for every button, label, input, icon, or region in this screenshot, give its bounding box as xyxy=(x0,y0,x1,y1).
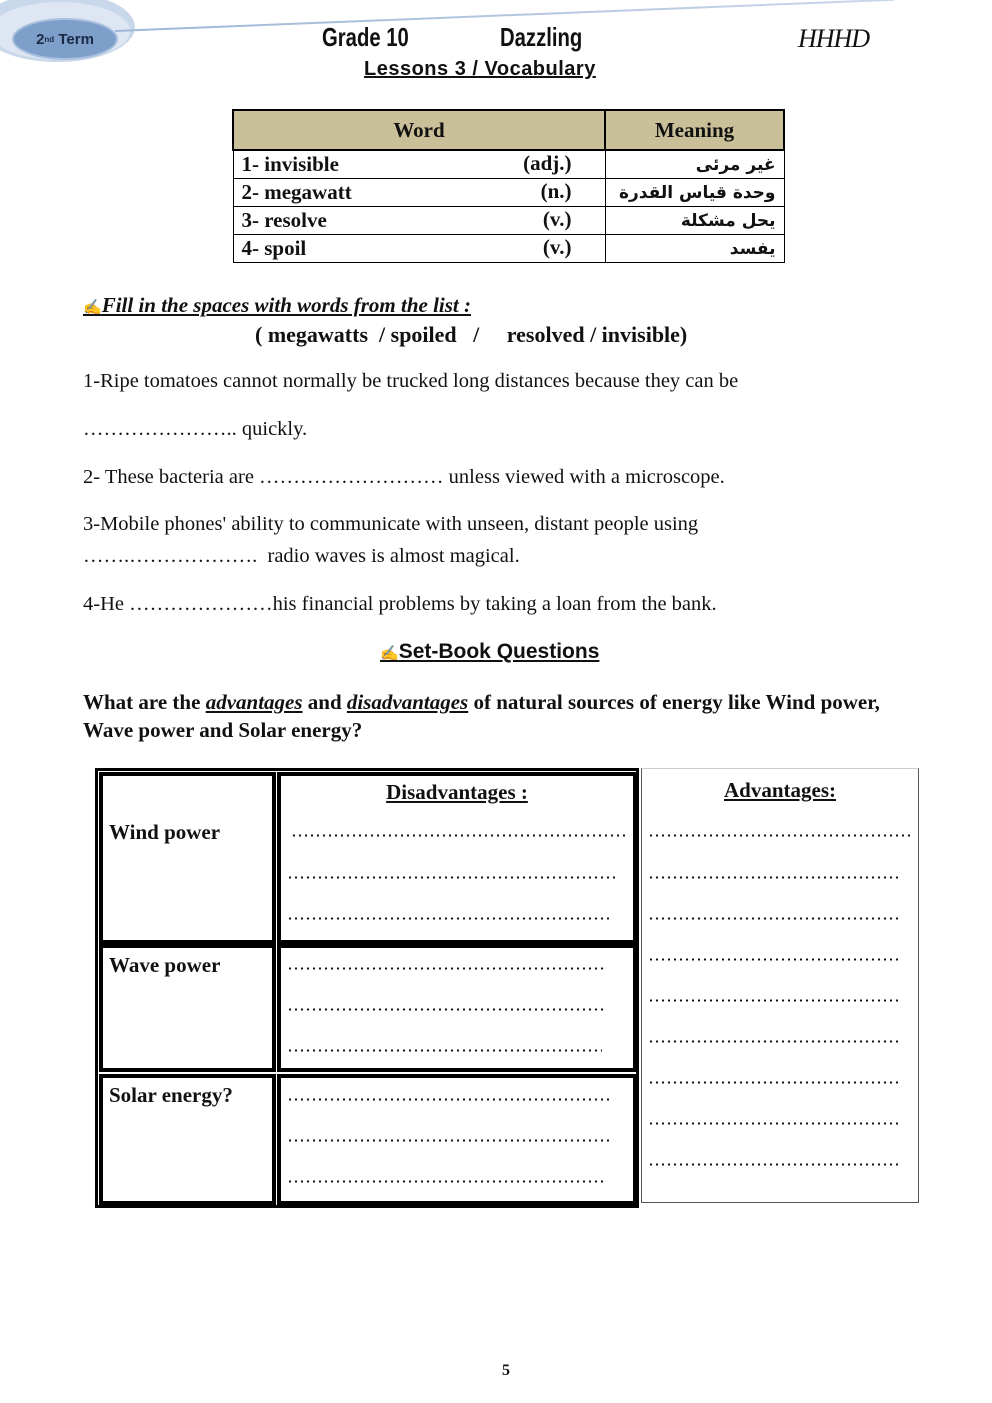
grade-label: Grade 10 xyxy=(322,22,409,52)
lesson-title: Lessons 3 / Vocabulary xyxy=(364,58,596,80)
question-3-line-2: …….………………. radio waves is almost magical. xyxy=(83,545,520,567)
vocab-word: 2- megawatt xyxy=(241,180,352,204)
question-4: 4-He …………………his financial problems by taking a loan from the bank. xyxy=(83,593,717,615)
answer-line[interactable] xyxy=(287,917,609,920)
answer-line[interactable] xyxy=(287,967,607,970)
disadvantages-header: Disadvantages : xyxy=(386,780,528,804)
energy-label: Wave power xyxy=(109,953,221,977)
word-column-header: Word xyxy=(233,110,605,150)
energy-label: Wind power xyxy=(109,820,221,844)
energy-label-cell xyxy=(99,772,276,944)
answer-line[interactable] xyxy=(287,1049,602,1052)
part-of-speech: (v.) xyxy=(542,207,572,231)
energy-label-cell xyxy=(99,944,276,1072)
term-badge xyxy=(12,18,118,60)
author-initials: HHHD xyxy=(798,24,870,53)
meaning-column-header: Meaning xyxy=(605,110,784,150)
answer-line[interactable] xyxy=(648,834,910,837)
vocab-header-row xyxy=(233,110,784,150)
vocab-word-cell xyxy=(233,207,605,235)
vocab-row xyxy=(233,207,784,235)
energy-label: Solar energy? xyxy=(109,1083,233,1107)
fill-in-title-text: Fill in the spaces with words from the list : xyxy=(101,293,471,317)
question-2: 2- These bacteria are ……………………… unless viewed with a microscope. xyxy=(83,466,725,488)
vocab-meaning: يحل مشكلة xyxy=(605,207,784,235)
vocab-word-cell xyxy=(233,179,605,207)
answer-line[interactable] xyxy=(287,1139,611,1142)
question-text: and xyxy=(302,690,347,714)
question-3-line-1: 3-Mobile phones' ability to communicate with unseen, distant people using xyxy=(83,513,699,535)
term-suffix: nd xyxy=(44,34,55,44)
vocab-meaning: يفسد xyxy=(605,235,784,263)
vocab-meaning: غير مرئى xyxy=(605,150,784,179)
fill-in-title xyxy=(83,293,471,318)
answer-line[interactable] xyxy=(648,1163,902,1166)
set-book-title xyxy=(380,640,599,664)
question-advantages-word: advantages xyxy=(205,690,303,714)
answer-line[interactable] xyxy=(291,834,626,837)
answer-line[interactable] xyxy=(648,917,898,920)
vocab-row xyxy=(233,179,784,207)
writing-hand-icon: ✍ xyxy=(380,645,399,662)
energy-label-cell xyxy=(99,1074,276,1205)
page-number: 5 xyxy=(502,1362,510,1379)
vocab-word-cell xyxy=(233,150,605,179)
answer-line[interactable] xyxy=(648,876,898,879)
vocab-word: 1- invisible xyxy=(241,152,339,176)
answer-line[interactable] xyxy=(287,876,619,879)
advantages-header: Advantages: xyxy=(723,778,836,802)
vocab-word: 3- resolve xyxy=(241,208,327,232)
word-list: ( megawatts / spoiled / resolved / invisible) xyxy=(255,322,688,347)
vocabulary-table xyxy=(232,109,785,263)
part-of-speech: (n.) xyxy=(540,179,572,203)
set-book-title-text: Set-Book Questions xyxy=(398,640,600,663)
vocab-meaning: وحدة قياس القدرة xyxy=(605,179,784,207)
answer-line[interactable] xyxy=(648,1122,898,1125)
vocab-row xyxy=(233,235,784,263)
question-text: What are the xyxy=(83,690,206,714)
writing-hand-icon: ✍ xyxy=(83,300,102,316)
term-word: Term xyxy=(58,30,94,48)
answer-line[interactable] xyxy=(648,999,898,1002)
question-1-line-1: 1-Ripe tomatoes cannot normally be trucked long distances because they can be xyxy=(83,370,739,392)
question-text: of natural sources of energy like Wind power, Wave power and Solar energy? xyxy=(83,690,880,742)
part-of-speech: (adj.) xyxy=(523,151,572,175)
vocab-row xyxy=(233,150,784,179)
question-1-line-2: ………………….. quickly. xyxy=(83,418,308,440)
question-disadvantages-word: disadvantages xyxy=(346,690,469,714)
book-title: Dazzling xyxy=(500,22,583,52)
set-book-question xyxy=(83,688,913,744)
answer-line[interactable] xyxy=(648,1040,898,1043)
answer-line[interactable] xyxy=(287,1180,607,1183)
part-of-speech: (v.) xyxy=(542,235,572,259)
vocab-word: 4- spoil xyxy=(241,236,307,260)
answer-line[interactable] xyxy=(287,1098,611,1101)
term-number: 2 xyxy=(36,30,45,48)
vocab-word-cell xyxy=(233,235,605,263)
answer-line[interactable] xyxy=(287,1008,607,1011)
answer-line[interactable] xyxy=(648,1081,898,1084)
answer-line[interactable] xyxy=(648,958,898,961)
